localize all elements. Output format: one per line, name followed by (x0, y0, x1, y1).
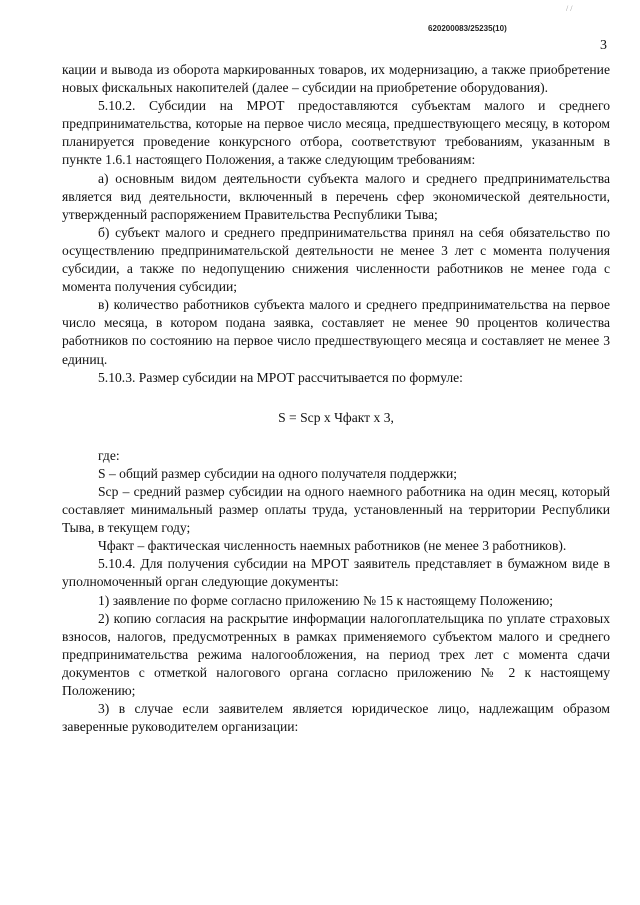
list-item-1: 1) заявление по форме согласно приложению № 15 к настоящему Положению; (98, 592, 554, 608)
formula: S = Scp x Чфакт x 3, (278, 409, 394, 425)
paragraph-continuation: кации и вывода из оборота маркированных товаров, их модернизацию, а также приобретение новых фискальных накопителей (далее – субсидии на приобретение оборудования). (62, 62, 610, 96)
corner-mark: / / (566, 4, 573, 13)
definition-chfakt: Чфакт – фактическая численность наемных работников (не менее 3 работников). (98, 538, 567, 554)
list-item-3: 3) в случае если заявителем является юридическое лицо, надлежащим образом заверенные руководителем организации: (62, 701, 610, 735)
page-number: 3 (600, 38, 607, 53)
paragraph-item-v: в) количество работников субъекта малого и среднего предпринимательства на первое число месяца, в котором подана заявка, составляет не менее 90 процентов количества работников по состоянию на первое число предшествующего месяца и составляет не менее 3 единиц. (62, 297, 610, 367)
document-body (62, 61, 610, 736)
paragraph-5-10-3: 5.10.3. Размер субсидии на МРОТ рассчитывается по формуле: (98, 369, 463, 385)
paragraph-5-10-4: 5.10.4. Для получения субсидии на МРОТ заявитель представляет в бумажном виде в уполномоченный орган следующие документы: (62, 556, 610, 590)
definition-scp: Scp – средний размер субсидии на одного наемного работника на один месяц, который составляет минимальный размер оплаты труда, установленный на территории Республики Тыва, в текущем году; (62, 483, 610, 536)
definition-s: S – общий размер субсидии на одного получателя поддержки; (98, 465, 458, 481)
paragraph-item-b: б) субъект малого и среднего предпринимательства принял на себя обязательство по осуществлению предпринимательской деятельности не менее 3 лет с момента получения субсидии, а также по недопущению снижения численности работников не менее года с момента получения субсидии; (62, 224, 610, 295)
paragraph-5-10-2: 5.10.2. Субсидии на МРОТ предоставляются субъектам малого и среднего предпринимательства, которые на первое число месяца, предшествующего месяцу, в котором планируется проведение конкурсного отбора, соответствуют требованиям, указанным в пункте 1.6.1 настоящего Положения, а также следующим требованиям: (62, 98, 610, 168)
document-number: 620200083/25235(10) (428, 24, 507, 33)
paragraph-where: где: (98, 447, 120, 463)
list-item-2: 2) копию согласия на раскрытие информации налогоплательщика по уплате страховых взносов, налогов, предусмотренных в рамках применяемого субъектом малого и среднего предпринимательства режима налогообложения, на период трех лет с момента сдачи документов с отметкой налогового органа согласно приложению № 2 к настоящему Положению; (62, 610, 610, 698)
paragraph-item-a: а) основным видом деятельности субъекта малого и среднего предпринимательства является вид деятельности, включенный в перечень сфер экономической деятельности, утвержденный распоряжением Правительства Республики Тыва; (62, 170, 610, 222)
